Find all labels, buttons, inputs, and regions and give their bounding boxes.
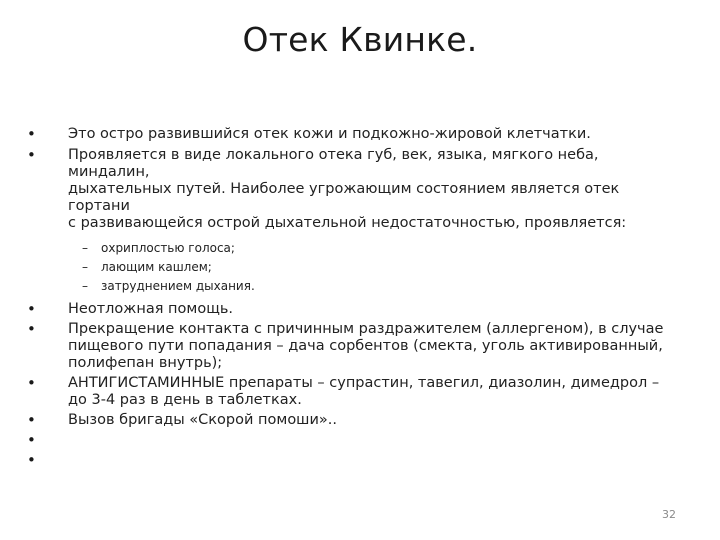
- sub-item-text: лающим кашлем;: [101, 260, 212, 274]
- bullet-text: Это остро развившийся отек кожи и подкожно-жировой клетчатки.: [68, 126, 591, 142]
- bullet-marker: •: [27, 125, 36, 143]
- list-item: [0, 126, 720, 143]
- list-item: [0, 412, 720, 429]
- dash-marker: –: [82, 260, 88, 274]
- bullet-list: [0, 126, 720, 469]
- bullet-marker: •: [27, 146, 36, 164]
- bullet-text: Вызов бригады «Скорой помоши»..: [68, 412, 337, 428]
- sub-list: [0, 240, 720, 297]
- bullet-marker: •: [27, 451, 36, 469]
- sub-list-item: [0, 278, 720, 297]
- bullet-marker: •: [27, 300, 36, 318]
- sub-list-item: [0, 259, 720, 278]
- dash-marker: –: [82, 279, 88, 293]
- bullet-text: АНТИГИСТАМИННЫЕ препараты – супрастин, тавегил, диазолин, димедрол – до 3-4 раз в день в таблетках.: [68, 375, 660, 408]
- sub-item-text: охриплостью голоса;: [101, 241, 235, 255]
- slide-title: Отек Квинке.: [242, 20, 478, 59]
- bullet-marker: •: [27, 374, 36, 392]
- page-number: 32: [662, 508, 676, 521]
- bullet-text: Прекращение контакта с причинным раздражителем (аллергеном), в случае пищевого пути попадания – дача сорбентов (смекта, уголь активированный, полифепан внутрь);: [68, 321, 664, 371]
- sub-item-text: затруднением дыхания.: [101, 279, 255, 293]
- sub-list-item: [0, 240, 720, 259]
- list-item: [0, 301, 720, 318]
- bullet-text: Проявляется в виде локального отека губ, век, языка, мягкого неба, миндалин, дыхательных путей. Наиболее угрожающим состоянием является отек гортани с развивающейся острой дыхательной недостаточностью, проявляется:: [68, 147, 627, 231]
- bullet-marker: •: [27, 411, 36, 429]
- bullet-marker: •: [27, 431, 36, 449]
- list-item: [0, 321, 720, 372]
- dash-marker: –: [82, 241, 88, 255]
- list-item: [0, 452, 720, 469]
- list-item: [0, 432, 720, 449]
- list-item: [0, 375, 720, 409]
- bullet-marker: •: [27, 320, 36, 338]
- bullet-text: Неотложная помощь.: [68, 301, 234, 317]
- list-item: [0, 147, 720, 232]
